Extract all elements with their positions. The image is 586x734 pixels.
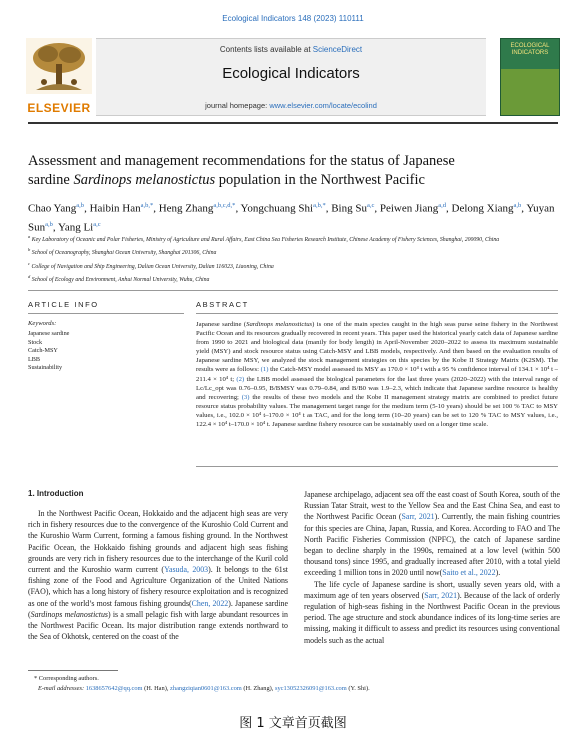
intro-paragraph: [304, 489, 560, 579]
journal-homepage: [96, 101, 486, 110]
author-name[interactable]: Delong Xiang: [451, 202, 514, 215]
intro-right-column: [304, 489, 560, 646]
abstract-species: Sardinops melanostictus: [246, 321, 313, 328]
intro-text: ). Because of the lack of orderly regulation of high-seas fishing in the Northwest Pacific Ocean in the previous period. The age structure and stock abundance indices of its long-time series are missing, making it difficult to assess and predict its resources using conventional models such as the actual: [304, 590, 560, 645]
citation-link[interactable]: Yasuda, 2003: [164, 565, 209, 575]
title-line-2: [28, 171, 558, 190]
author-affiliation-marker[interactable]: a,b: [76, 202, 85, 209]
email-owner: (H. Han),: [142, 685, 171, 692]
header-rule: [28, 122, 558, 124]
abstract-body: [196, 320, 558, 429]
citation-link[interactable]: Sarr, 2021: [401, 512, 435, 522]
contents-prefix: Contents lists available at: [219, 45, 313, 54]
homepage-prefix: journal homepage:: [205, 101, 270, 110]
intro-text: ). Japanese sardine (: [28, 598, 288, 619]
keyword-item: LBB: [28, 355, 41, 363]
paper-title: [28, 152, 558, 190]
intro-species: Sardinops melanostictus: [30, 609, 108, 619]
citation-link[interactable]: Saito et al., 2022: [442, 568, 496, 578]
journal-title: Ecological Indicators: [222, 65, 360, 82]
affiliation-list: [28, 232, 558, 286]
email-addresses: [28, 684, 558, 694]
elsevier-logo[interactable]: [26, 38, 92, 114]
author-separator: ,: [374, 202, 380, 215]
affiliation-item: [28, 232, 558, 245]
author-affiliation-marker[interactable]: a,b,*: [140, 202, 154, 209]
author-affiliation-marker[interactable]: a,b,c,d,*: [213, 202, 236, 209]
author-affiliation-marker[interactable]: a,c: [93, 220, 101, 228]
keyword-item: Catch-MSY: [28, 347, 58, 355]
author-separator: ,: [84, 202, 90, 215]
author-name[interactable]: Yongchuang Shi: [240, 202, 314, 215]
footnotes: [28, 674, 558, 694]
affiliation-text: College of Navigation and Ship Engineering, Dalian Ocean University, Dalian 116023, Liaoning, China: [30, 263, 274, 270]
author-affiliation-marker[interactable]: a,b: [45, 220, 53, 228]
keyword-item: Stock: [28, 338, 43, 346]
author-name[interactable]: Heng Zhang: [158, 202, 214, 215]
abstract-text: the results of these two models and the Kobe II management strategy matrix are combined to predict future resource status probability values. The management target range for the medium term (5-10 years) should be set 100 % TAC to MSY values, i.e., 102.0 × 10⁴ t–170.0 × 10⁴ t as TAC, and for the long term (10–20 years) can be set to 120 % TAC to MSY values, i.e., 122.4 × 10⁴ t–170.0 × 10⁴ t. Japanese sardine fishery resource can be sustainably used on a longer time scale.: [196, 393, 558, 429]
abstract-end-rule: [196, 466, 558, 467]
intro-text: ). Currently, the main fishing countries for this species are China, Japan, Russia, and Korea. According to FAO and The North Pacific Fisheries Commission (NPFC), the catch of Japanese sardine began to decline sharply in the 1990s, remained at a low level (within 500 thousand tons) since 1995, and gradually increased after 2010, with a total yield exceeding 1 million tons in 2020 until now(: [304, 512, 560, 578]
corresponding-note: * Corresponding authors.: [34, 675, 99, 682]
affiliation-marker: a: [28, 234, 31, 239]
affiliation-text: Key Laboratory of Oceanic and Polar Fisheries, Ministry of Agriculture and Rural Affairs, East China Sea Fisheries Research Institute, Chinese Academy of Fishery Sciences, Shanghai, 200090, China: [30, 236, 500, 243]
abstract-item-link[interactable]: (1): [260, 366, 269, 374]
abstract-item-link[interactable]: (3): [241, 393, 250, 401]
elsevier-wordmark: ELSEVIER: [27, 101, 91, 115]
affiliation-marker: d: [28, 274, 31, 280]
affiliation-text: School of Ecology and Environment, Anhui Normal University, Wuhu, China: [30, 277, 210, 284]
intro-paragraph: [28, 508, 288, 642]
affiliation-item: [28, 259, 558, 272]
email-link[interactable]: 1638657642@qq.com: [85, 685, 143, 692]
abstract-item-link[interactable]: (2): [236, 375, 245, 383]
affiliation-item: [28, 272, 558, 285]
footnote-rule: [28, 670, 118, 671]
affiliation-text: School of Oceanography, Shanghai Ocean University, Shanghai 201306, China: [30, 250, 217, 257]
email-link[interactable]: syc13052326091@163.com: [274, 685, 347, 692]
abstract-text: Japanese sardine (: [196, 321, 247, 328]
contents-line: [96, 45, 486, 54]
author-list: [28, 198, 558, 235]
introduction-heading: 1. Introduction: [28, 489, 84, 498]
email-label: E-mail addresses:: [38, 685, 86, 692]
author-affiliation-marker[interactable]: a,c: [366, 202, 375, 209]
elsevier-tree-icon: [26, 38, 92, 94]
intro-text: ). It belongs to the 61st fishing zone of the Food and Agriculture Organization of the United Nations (FAO), which has a long history of fishery resource exploitation and is recognized as one of the world’s most famous fishing grounds(: [28, 565, 288, 608]
abstract-text: the LBB model assessed the biological parameters for the last three years (2020–2022) with the interval range of Lc/Lc_opt was 0.76–0.95, B/BMSY was 0.79–0.84, and B/B0 was 1.9–2.3, which indicate that Japanese sardine resource is healthy and recovering;: [196, 375, 559, 401]
sciencedirect-link[interactable]: ScienceDirect: [312, 45, 363, 54]
journal-cover-thumbnail[interactable]: [500, 38, 560, 116]
author-separator: ,: [325, 202, 332, 215]
journal-reference[interactable]: Ecological Indicators 148 (2023) 110111: [222, 14, 364, 23]
title-species: Sardinops melanostictus: [73, 172, 216, 188]
author-affiliation-marker[interactable]: a,b,*: [313, 202, 326, 209]
abstract-rule: [196, 313, 558, 314]
abstract-text: ) is one of the main species caught in the high seas purse seine fishery in the Northwest Pacific Ocean and its resources gradually recovered in recent years. This paper used the historical yearly catch data of Japanese sardine from 1990 to 2021 and biological data (manily for body length) in April-November 2020–2022 to assess its maximum sustainable yield (MSY) and stock resource status using Catch-MSY and LBB models, respectively. And then based on the evaluation results of Japanese sardine MSY, we analyzed the stock management strategies on this species by the Kobe II Strategy Matrix (K2SM). The results were as follows:: [196, 321, 558, 374]
article-info-heading: ARTICLE INFO: [28, 300, 99, 309]
author-name[interactable]: Yang Li: [57, 221, 94, 234]
author-separator: ,: [153, 202, 159, 215]
affiliation-marker: b: [28, 247, 31, 253]
citation-link[interactable]: Chen, 2022: [191, 598, 229, 608]
abstract-heading: ABSTRACT: [196, 300, 249, 309]
intro-text: ).: [495, 568, 501, 578]
author-separator: ,: [521, 202, 527, 215]
email-link[interactable]: zhangziqian0601@163.com: [170, 685, 242, 692]
author-separator: ,: [446, 202, 452, 215]
intro-paragraph: [304, 579, 560, 646]
title-text: sardine: [28, 172, 74, 188]
citation-link[interactable]: Sarr, 2021: [424, 590, 458, 600]
abstract-text: the Catch-MSY model assessed its MSY as 170.0 × 10⁴ t with a 95 % confidence interval of 134.1 × 10⁴ t – 211.4 × 10⁴ t;: [196, 366, 558, 383]
cover-image-band: [501, 69, 559, 115]
affiliation-marker: c: [28, 260, 30, 266]
cover-title: ECOLOGICAL INDICATORS: [510, 43, 550, 56]
keyword-item: Sustainability: [28, 364, 63, 372]
author-affiliation-marker[interactable]: a,d: [438, 202, 446, 209]
author-separator: ,: [52, 221, 58, 234]
intro-text: ) is a small pelagic fish with large abundant resources in the Northwest Pacific Ocean. Its major distribution range extends northward to the Sea of Okhotsk, centered on the coast of the: [28, 609, 288, 642]
author-name[interactable]: Peiwen Jiang: [379, 202, 439, 215]
author-affiliation-marker[interactable]: a,b: [513, 202, 522, 209]
figure-caption: 图 1 文章首页截图: [239, 716, 347, 731]
affiliation-item: [28, 245, 558, 258]
title-line-1: Assessment and management recommendations for the status of Japanese: [28, 153, 455, 169]
author-name[interactable]: Bing Su: [331, 202, 367, 215]
keywords-label: Keywords:: [28, 320, 57, 327]
author-name[interactable]: Chao Yang: [28, 202, 77, 215]
article-info-rule: [28, 313, 184, 314]
intro-text: Japanese archipelago, adjacent sea off the east coast of South Korea, south of the Russian Tatar Strait, west to the Yellow Sea and the East China Sea, and east to the Northwest Pacific Ocean (: [304, 490, 560, 522]
journal-header-box: [96, 38, 486, 116]
homepage-link[interactable]: www.elsevier.com/locate/ecolind: [269, 101, 377, 110]
author-name[interactable]: Yuyan Sun: [28, 202, 555, 234]
keywords-list: [28, 330, 69, 373]
title-text: population in the Northwest Pacific: [215, 172, 425, 188]
keyword-item: Japanese sardine: [28, 330, 70, 337]
author-name[interactable]: Haibin Han: [89, 202, 141, 215]
author-separator: ,: [235, 202, 241, 215]
intro-text: The life cycle of Japanese sardine is short, usually seven years old, with a maximum age of ten years observed (: [304, 579, 560, 600]
intro-left-column: [28, 508, 288, 642]
email-owner: (H. Zhang),: [241, 685, 275, 692]
email-owner: (Y. Shi).: [346, 685, 370, 692]
section-rule: [28, 290, 558, 291]
intro-text: In the Northwest Pacific Ocean, Hokkaido and the adjacent high seas are very rich in fishery resources due to the convergence of the Kuroshio Cold Current and the Kuroshio Warm Current, forming a famous fishing ground. In the Northwest Pacific Ocean, the Hokkaido fishing grounds and adjacent high seas fishing grounds are very rich in fishery resources due to the interchange of the Kuril cold current and the Kuroshio warm current (: [28, 509, 288, 575]
